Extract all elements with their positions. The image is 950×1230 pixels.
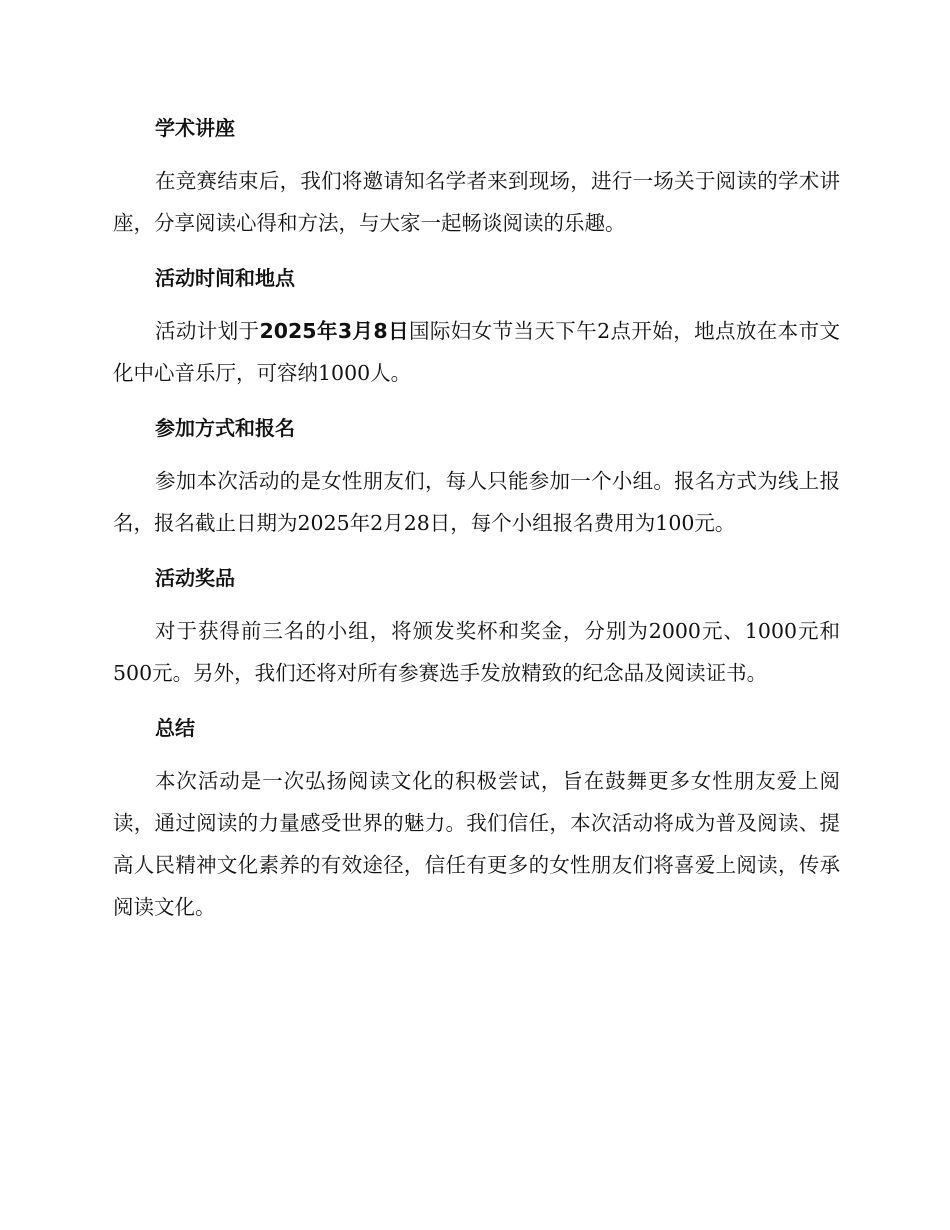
section-heading-summary: 总结	[155, 716, 195, 740]
section-heading-lecture: 学术讲座	[155, 116, 235, 140]
time-place-prefix: 活动计划于	[155, 319, 260, 343]
section-heading-prizes: 活动奖品	[155, 566, 235, 590]
section-paragraph-prizes: 对于获得前三名的小组，将颁发奖杯和奖金，分别为2000元、1000元和500元。另外，我们还将对所有参赛选手发放精致的纪念品及阅读证书。	[113, 619, 840, 685]
section-paragraph-time-place	[113, 310, 840, 394]
section-heading-registration: 参加方式和报名	[155, 416, 295, 440]
event-date: 2025年3月8日	[259, 319, 409, 343]
section-paragraph-lecture: 在竞赛结束后，我们将邀请知名学者来到现场，进行一场关于阅读的学术讲座，分享阅读心得和方法，与大家一起畅谈阅读的乐趣。	[113, 169, 840, 235]
document-page	[113, 108, 840, 942]
section-heading-time-place: 活动时间和地点	[155, 266, 295, 290]
time-place-suffix: 国际妇女节当天下午2点开始，地点放在本市文化中心音乐厅，可容纳1000人。	[113, 319, 840, 385]
section-paragraph-summary: 本次活动是一次弘扬阅读文化的积极尝试，旨在鼓舞更多女性朋友爱上阅读，通过阅读的力量感受世界的魅力。我们信任，本次活动将成为普及阅读、提高人民精神文化素养的有效途径，信任有更多的女性朋友们将喜爱上阅读，传承阅读文化。	[113, 769, 840, 919]
section-paragraph-registration: 参加本次活动的是女性朋友们，每人只能参加一个小组。报名方式为线上报名，报名截止日期为2025年2月28日，每个小组报名费用为100元。	[113, 469, 840, 535]
